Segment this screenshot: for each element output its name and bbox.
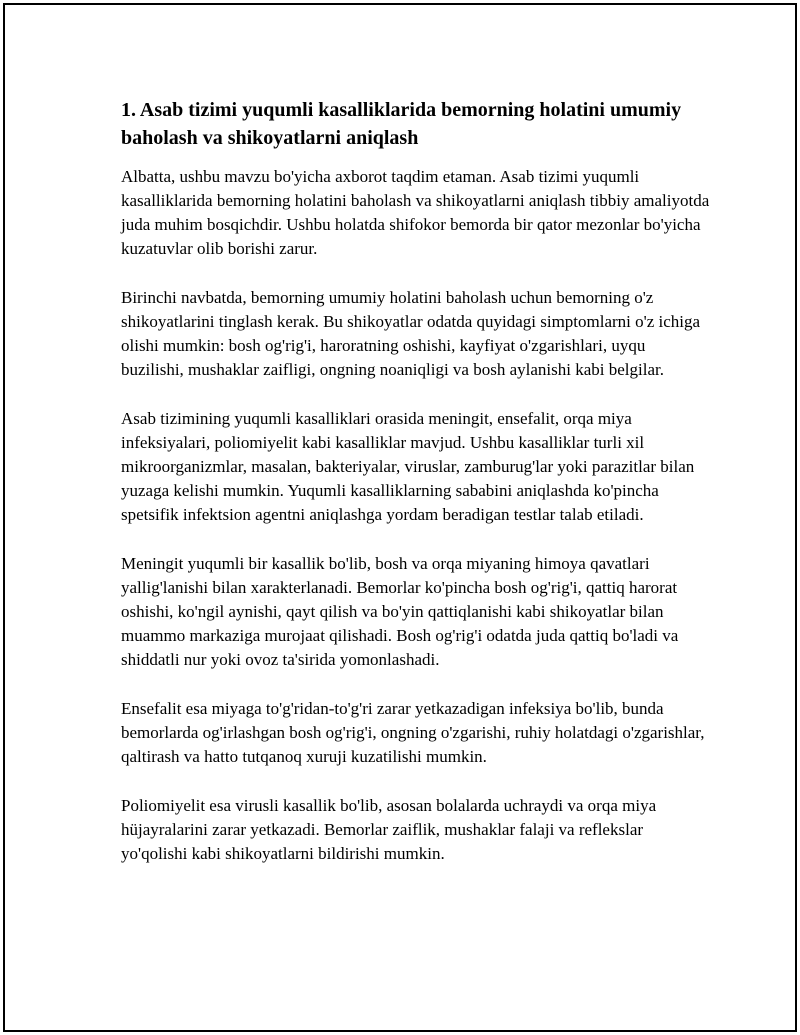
paragraph-meningitis: Meningit yuqumli bir kasallik bo'lib, bosh va orqa miyaning himoya qavatlari yallig'lanishi bilan xarakterlanadi. Bemorlar ko'pincha bosh og'rig'i, qattiq harorat oshishi, ko'ngil aynishi, qayt qilish va bo'yin qattiqlanishi kabi shikoyatlar bilan muammo markaziga murojaat qilishadi. Bosh og'rig'i odatda juda qattiq bo'ladi va shiddatli nur yoki ovoz ta'sirida yomonlashadi. [121,554,679,669]
paragraph-intro: Albatta, ushbu mavzu bo'yicha axborot taqdim etaman. Asab tizimi yuqumli kasalliklarida bemorning holatini baholash va shikoyatlarni aniqlash tibbiy amaliyotda juda muhim bosqichdir. Ushbu holatda shifokor bemorda bir qator mezonlar bo'yicha kuzatuvlar olib borishi zarur. [121,167,710,258]
paragraph-infections: Asab tizimining yuqumli kasalliklari orasida meningit, ensefalit, orqa miya infeksiyalari, poliomiyelit kabi kasalliklar mavjud. Ushbu kasalliklar turli xil mikroorganizmlar, masalan, bakteriyalar, viruslar, zamburug'lar yoki parazitlar bilan yuzaga kelishi mumkin. Yuqumli kasalliklarning sababini aniqlashda ko'pincha spetsifik infektsion agentni aniqlashga yordam beradigan testlar talab etiladi. [121,409,695,524]
document-body [121,96,711,891]
section-heading: 1. Asab tizimi yuqumli kasalliklarida bemorning holatini umumiy baholash va shikoyatlarni aniqlash [121,99,682,149]
paragraph-encephalitis: Ensefalit esa miyaga to'g'ridan-to'g'ri zarar yetkazadigan infeksiya bo'lib, bunda bemorlarda og'irlashgan bosh og'rig'i, ongning o'zgarishi, ruhiy holatdagi o'zgarishlar, qaltirash va hatto tutqanoq xuruji kuzatilishi mumkin. [121,699,705,766]
paragraph-poliomyelitis: Poliomiyelit esa virusli kasallik bo'lib, asosan bolalarda uchraydi va orqa miya hüjayralarini zarar yetkazadi. Bemorlar zaiflik, mushaklar falaji va reflekslar yo'qolishi kabi shikoyatlarni bildirishi mumkin. [121,796,657,863]
paragraph-complaints: Birinchi navbatda, bemorning umumiy holatini baholash uchun bemorning o'z shikoyatlarini tinglash kerak. Bu shikoyatlar odatda quyidagi simptomlarni o'z ichiga olishi mumkin: bosh og'rig'i, haroratning oshishi, kayfiyat o'zgarishlari, uyqu buzilishi, mushaklar zaifligi, ongning noaniqligi va bosh aylanishi kabi belgilar. [121,288,701,379]
document-page [3,3,797,1032]
